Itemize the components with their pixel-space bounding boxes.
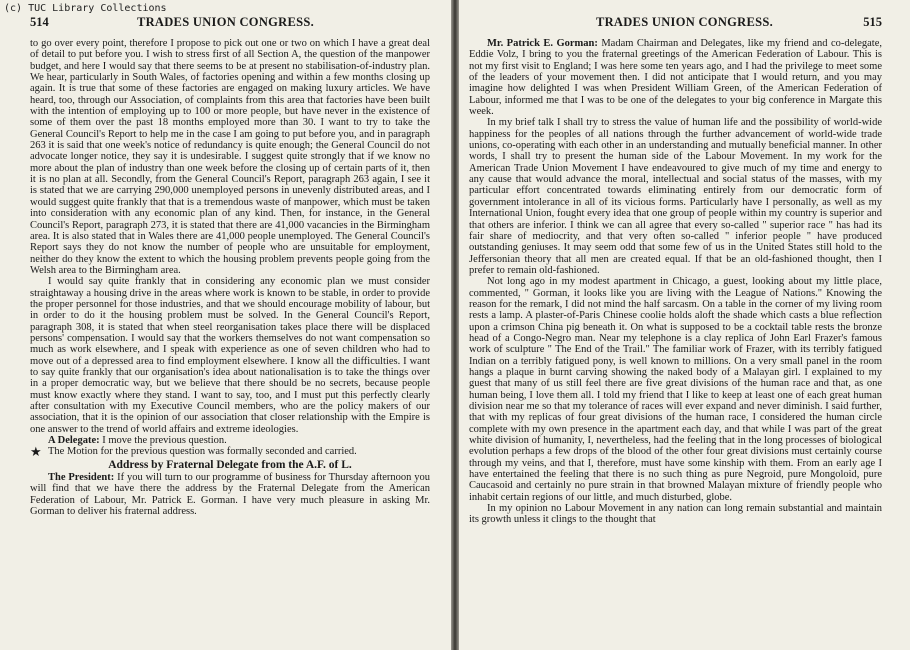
right-page-body	[469, 38, 882, 526]
right-paragraph-2: In my brief talk I shall try to stress the value of human life and the possibility of world-wide happiness for the peoples of all nations through the further advancement of world-wide trade unions, co-operating with each other in an understanding and mutually beneficial manner. In other words, I shall try to present the human side of the Labour Movement. In my work for the American Trade Union Movement I have endeavoured to give much of my time and energy to any cause that would advance the moral, intellectual and social status of the masses, with my particular effort concentrated towards eliminating entirely from our democratic form of government intolerance in all of its vicious forms. Particularly have I personally, as well as my International Union, fought every idea that one group of people within my country is superior and that others are inferior. I think we can all agree that every so-called " superior race " has had its fair share of mediocrity, and that very often so-called " inferior people " have produced outstanding geniuses. It may seem odd that some few of us in the United States still hold to the Jeffersonian theory that all men are created equal. If that be an old-fashioned thought, then I prefer to remain old-fashioned.	[469, 117, 882, 276]
right-page	[459, 0, 910, 650]
watermark: (c) TUC Library Collections	[4, 3, 167, 14]
motion-text: The Motion for the previous question was formally seconded and carried.	[48, 446, 357, 458]
section-heading: Address by Fraternal Delegate from the A.F. of L.	[108, 458, 352, 471]
right-page-number: 515	[863, 15, 882, 29]
left-page-number: 514	[30, 15, 49, 29]
right-paragraph-1: Madam Chairman and Delegates, like my friend and co-delegate, Eddie Volz, I bring to you the fraternal greetings of the American Federation of Labour. This is not my first visit to England; I was here some ten years ago, and I had the privilege to meet some of the leaders of your movement then. I did not anticipate that I would return, and you may imagine how delighted I was when President William Green, of the American Federation of Labour, informed me that I was to be one of the delegates to your big conference in Margate this week.	[469, 38, 883, 118]
gorman-speaker: Mr. Patrick E. Gorman:	[487, 38, 598, 49]
left-running-title: TRADES UNION CONGRESS.	[136, 15, 315, 29]
left-page-body	[30, 38, 430, 517]
left-paragraph-2: I would say quite frankly that in considering any economic plan we must consider straightaway a housing drive in the areas where work is known to be stable, in order to provide the proper personnel for those industries, and that we should encourage mobility of labour, but in order to do it the housing problem must be solved. In the General Council's Report, paragraph 308, it is stated that when steel reorganisation takes place there will be displaced persons' compensation. I would say that the workers themselves do not want compensation so much as work elsewhere, and I speak with experience as one of seven children who had to move out of a depressed area to find employment elsewhere. I know all the difficulties. I want to say quite frankly that our organisation's idea about nationalisation is to take the things over in a proper democratic way, but we believe that there should be no secrets, because people must know exactly where they stand. I want to say, too, and I must put this perfectly clearly after consultation with my Executive Council members, who are the policy makers of our association, that it is the opinion of our association that closer relationship with the Empire is one answer to the trend of world affairs and extreme ideologies.	[30, 276, 430, 435]
motion-statement	[30, 444, 430, 460]
right-paragraph-4: In my opinion no Labour Movement in any nation can long remain substantial and maintain its growth unless it clings to the thought that	[469, 503, 882, 526]
president-statement	[30, 472, 430, 517]
star-icon: ★	[30, 444, 42, 460]
delegate-statement	[30, 435, 430, 446]
president-text: If you will turn to our programme of business for Thursday afternoon you will find that we have there the address by the Fraternal Delegate from the American Federation of Labour, Mr. Patrick E. Gorman. I have very much pleasure in asking Mr. Gorman to deliver his fraternal address.	[30, 472, 430, 518]
right-running-title: TRADES UNION CONGRESS.	[595, 15, 774, 29]
left-paragraph-1: to go over every point, therefore I propose to pick out one or two on which I have a great deal of detail to put before you. I wish to stress first of all Section A, the question of the manpower budget, and here I would say that there seems to be at present no stabilisation-of-industry plan. We hear, particularly in South Wales, of factories opening and within a few months closing up again. It is true that some of these factories are engaged on making luxury articles. We have heard, too, through our Association, of complaints from this area that factories have been built with the intention of employing up to 100 or more people, but have never in the existence of some of them over the past 18 months employed more than 30. I want to try to take the General Council's Report to help me in the case I am going to put before you, and in paragraph 263 it is said that one week's notice of redundancy is quite enough; the General Council do not advocate longer notice, they say it is undesirable. I suggest quite strongly that if we know no more about the plan of industry than one week before the closing up of certain parts of it, then it is no plan at all. Secondly, from the General Council's Report, paragraph 263 again, I see it is stated that we are carrying 290,000 unemployed persons in unevenly distributed areas, and I would suggest quite frankly that that is a tremendous waste of manpower, which must be taken into consideration with any economic plan of any kind. Then, for instance, in the General Council's Report, paragraph 273, it is stated that there are 41,000 vacancies in the Birmingham area. It is also stated that in Wales there are 41,000 people unemployed. The General Council's Report says they do not know the number of people who are unsuitable for employment, neither do they know the extent to which the housing problem prevents people going from the Welsh area to the Birmingham area.	[30, 38, 430, 276]
left-page	[0, 0, 451, 650]
gorman-opening	[469, 38, 882, 117]
right-paragraph-3: Not long ago in my modest apartment in Chicago, a guest, looking about my little place, commented, " Gorman, it looks like you are living with the League of Nations." Knowing the reason for the remark, I did not mind the half sarcasm. On a table in the corner of my living room rests a lamp. A plaster-of-Paris Chinese coolie holds aloft the shade which casts a blue reflection upon a crimson China pig beneath it. On what is supposed to be a cocktail table rests the bronze head of a Congo-Negro man. Near my telephone is a clay replica of John Earl Frazer's famous work of sculpture " The End of the Trail." The familiar work of Frazer, with its terribly fatigued Indian on a terribly fatigued pony, is well known to millions. On a very small panel in the room hangs a plaque in burnt carving showing the naked body of a Malayan girl. I explained to my guest that many of us still feel there are five great divisions of the human race and that, as one human being, I love them all. I told my friend that I like to keep at least one of each great human division near me so that my tolerance of races will ever expand and never diminish. I said further, that with my replicas of four great divisions of the human race, I considered the human circle complete with my own presence in the apartment each day, and that while I was part of the great white division of humanity, I, nevertheless, had the feeling that in the long processes of biological evolution perhaps a few drops of the blood of the other four great divisions must certainly course through my veins, and that I, therefore, must have some kinship with them. From an early age I have entertained the feeling that there is no such thing as pure Negroid, pure Mongoloid, pure Caucasoid and certainly no pure strain in that browned Malayan mixture of friendly people who inhabit certain regions of our little, and much disturbed, globe.	[469, 276, 882, 503]
delegate-speaker: A Delegate:	[48, 435, 100, 447]
delegate-text: I move the previous question.	[102, 435, 227, 447]
book-gutter	[451, 0, 459, 650]
president-speaker: The President:	[48, 472, 115, 484]
right-page-header	[459, 15, 910, 31]
left-page-header	[0, 15, 451, 31]
